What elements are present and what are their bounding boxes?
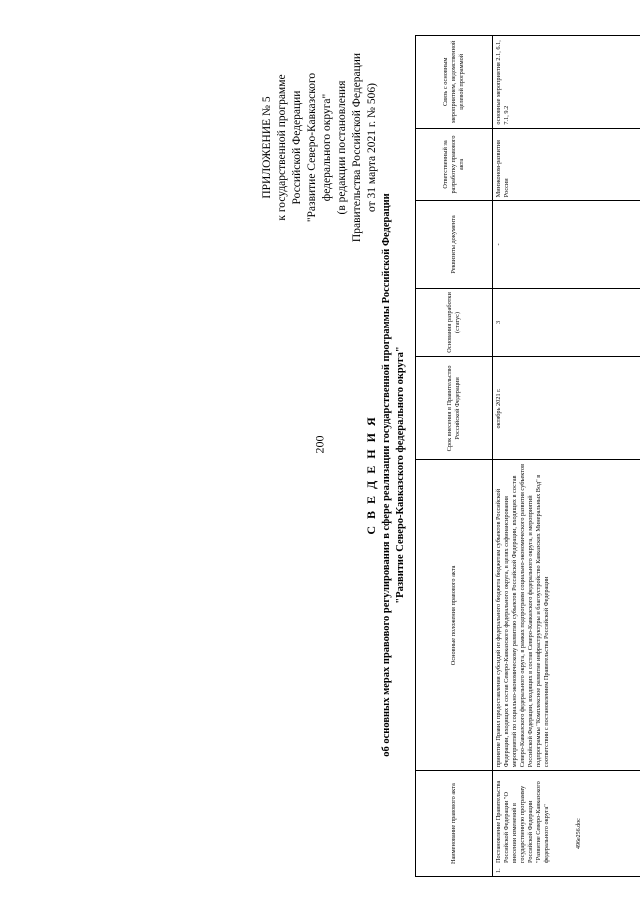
column-header-link: Связь с основным мероприятием, ведомственной целевой программой [416,36,493,129]
table-row [493,36,640,877]
appendix-line: от 31 марта 2021 г. № 506) [366,83,378,212]
cell-deadline: октябрь 2021 г. [493,357,640,460]
column-header-act-name: Наименование правового акта [416,771,493,877]
appendix-line: "Развитие Северо-Кавказского [306,72,318,223]
cell-requisites: - [493,201,640,288]
appendix-line: Правительства Российской Федерации [351,52,363,243]
cell-responsible: Минэконом-развития России [493,128,640,201]
appendix-line: к государственной программе [276,74,288,221]
document-subtitle: об основных мерах правового регулирования в сфере реализации государственной программы Российской Федерации [381,193,392,757]
file-reference: 496e256.doc [576,818,582,849]
column-header-requisites: Реквизиты документа [416,201,493,288]
column-header-basis: Основания разработки (статус) [416,288,493,357]
appendix-line: (в редакции постановления [336,80,348,215]
appendix-line: федерального округа" [321,93,333,202]
appendix-line: ПРИЛОЖЕНИЕ № 5 [261,96,273,199]
page-number: 200 [312,435,327,454]
cell-provisions: принятие Правил предоставления субсидий из федерального бюджета бюджетам субъектов Российской Федерации, входящих в состав Северо-Кавказского федерального округа, в целях софинансирования мероприятий по социально-экономическому развитию субъектов Российской Федерации, входящих в состав Северо-Кавказского федерального округа, в рамках подпрограмм социально-экономического развития субъектов Российской Федерации, входящих в состав Северо-Кавказского федерального округа, и мероприятий подпрограммы "Комплексное развитие инфраструктуры и благоустройство Кавказских Минеральных Вод" в соответствии с постановлением Правительства Российской Федерации [493,460,640,771]
document-title: С В Е Д Е Н И Я [364,415,378,535]
table-header-row [416,36,493,877]
column-header-provisions: Основные положения правового акта [416,460,493,771]
cell-basis: 3 [493,288,640,357]
appendix-line: Российской Федерации [291,90,303,205]
column-header-deadline: Срок внесения в Правительство Российской Федерации [416,357,493,460]
document-subtitle-program: "Развитие Северо-Кавказского федерального округа" [395,346,406,604]
measures-table [415,35,640,877]
landscape-sheet [260,30,610,895]
cell-link: основные мероприятия 2.1, 6.1, 7.1, 9.2 [493,36,640,129]
column-header-responsible: Ответственный за разработку правового акта [416,128,493,201]
cell-act-name [493,771,640,877]
row-number: 1. [495,868,502,873]
document-heading [362,75,408,875]
act-name-text: Постановление Правительства Российской Федерации "О внесении изменений в государственную программу Российской Федерации "Развитие Северо-Кавказского федерального округа" [495,780,550,863]
